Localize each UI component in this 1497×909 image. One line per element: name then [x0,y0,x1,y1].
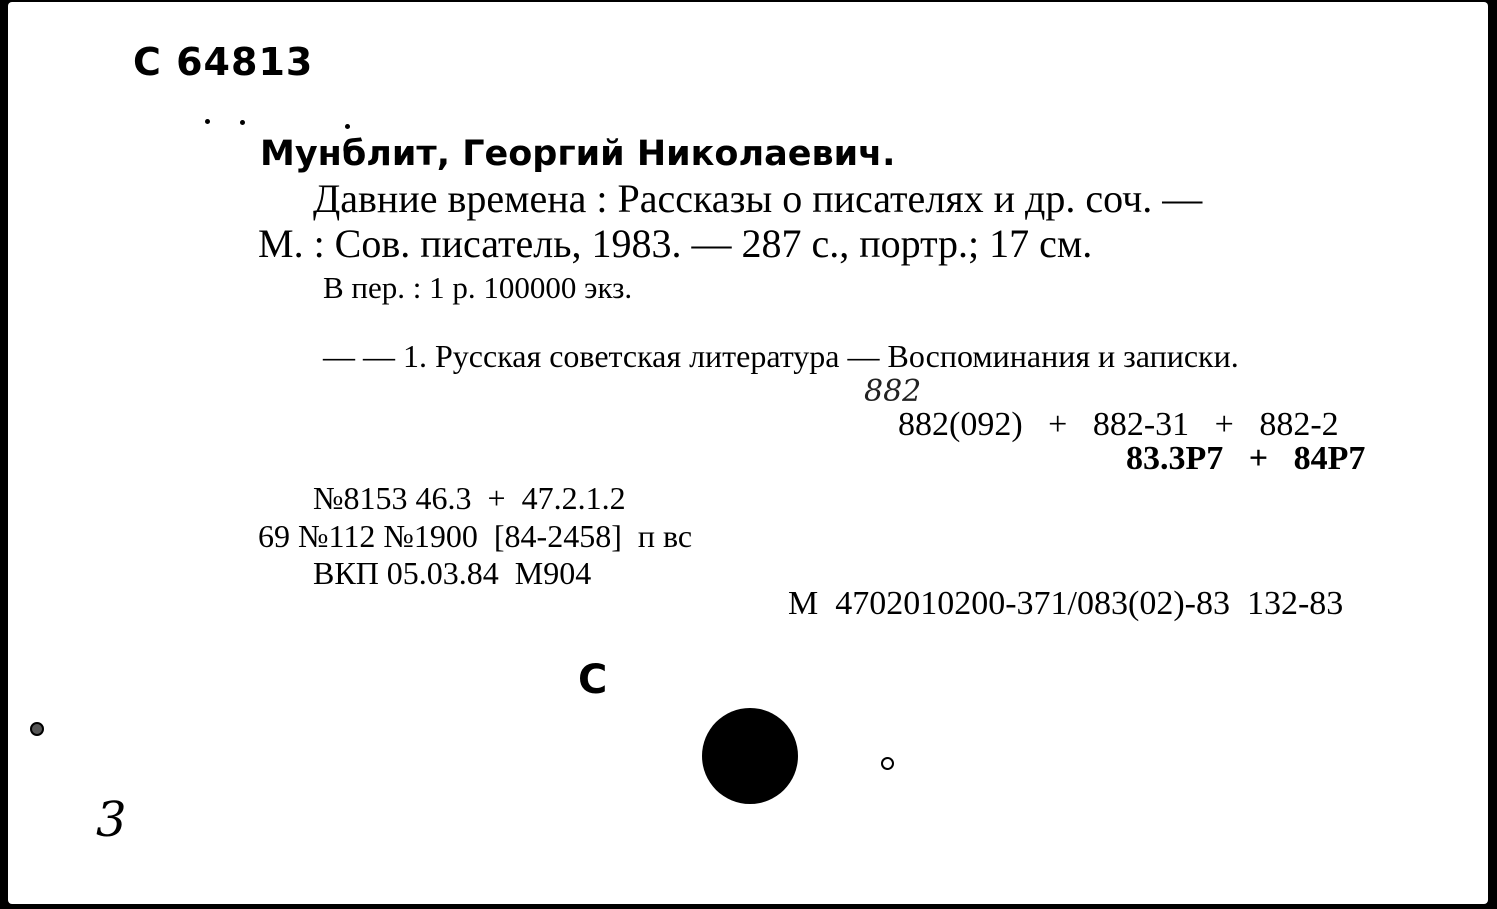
handwritten-udc: 882 [864,374,922,409]
title-line-2: М. : Сов. писатель, 1983. — 287 с., портр.; 17 см. [258,221,1093,266]
punch-hole [702,708,798,804]
udc-line-1: 882(092) + 882-31 + 882-2 [898,406,1339,443]
title-line-1: Давние времена : Рассказы о писателях и др. соч. — [313,176,1203,221]
price-line: В пер. : 1 р. 100000 экз. [323,270,633,305]
registration-line-2: 69 №112 №1900 [84-2458] п вс [258,518,693,554]
udc-line-2: 83.3Р7 + 84Р7 [1126,440,1366,477]
handwritten-number: 3 [96,792,127,848]
catalog-code: М 4702010200-371/083(02)-83 132-83 [788,585,1344,622]
registration-line-1: №8153 46.3 + 47.2.1.2 [313,480,626,516]
catalog-card [8,2,1488,904]
left-circle-mark [30,722,44,736]
call-number: С 64813 [133,40,314,84]
small-circle-mark [881,757,894,770]
registration-line-3: ВКП 05.03.84 М904 [313,555,592,591]
ink-speck [240,120,245,125]
subject-heading: — — 1. Русская советская литература — Воспоминания и записки. [323,338,1239,374]
author-heading: Мунблит, Георгий Николаевич. [260,134,896,174]
ink-speck [205,119,210,124]
card-letter: С [578,657,608,703]
ink-speck [345,124,350,129]
